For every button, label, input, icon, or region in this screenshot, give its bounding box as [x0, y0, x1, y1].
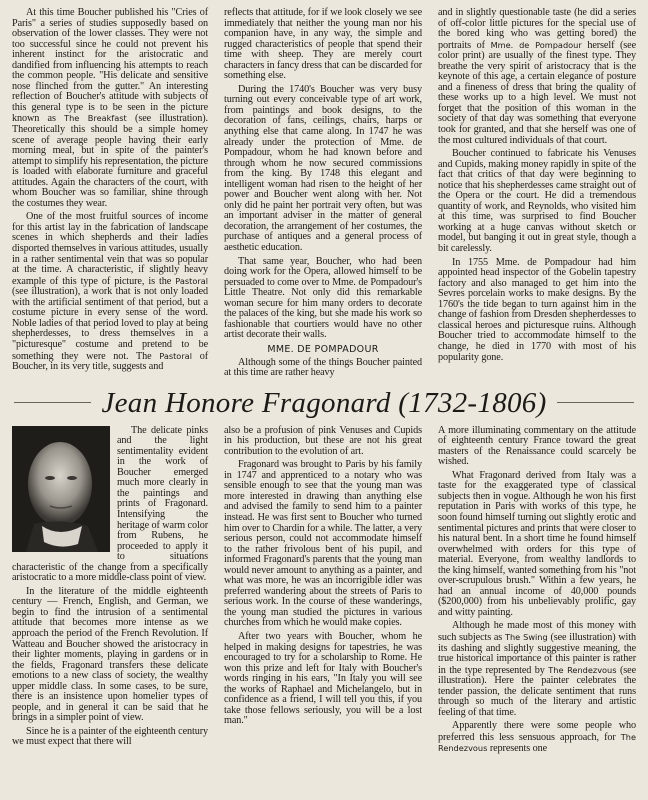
text: (see illustration). Here the painter celebrates the tender passion, the delicate sentiment that runs through so much of the literary and artistic feeling of that time.: [438, 664, 636, 718]
paragraph: In 1755 Mme. de Pompadour had him appointed head inspector of the Gobelin tapestry factory and also managed to get him into the Sevres porcelain works to make designs. By the 1760's the tide began to turn against him in the change of fashion from Dresden shepherdesses to classical heroes and picturesque ruins. Although Boucher tried to accommodate himself to the change, he died in 1770 with most of his popularity gone.: [438, 256, 636, 363]
paragraph: After two years with Boucher, whom he helped in making designs for tapestries, he was encouraged to try for a scholarship to Rome. He won this prize and left for Italy with Boucher's words ringing in his ears, "In Italy you will see the works of Raphael and Michelangelo, but in confidence as a friend, I will tell you this, if you take those fellows seriously, you will be a lost man.": [224, 630, 422, 727]
paragraph: also be a profusion of pink Venuses and Cupids in his production, but these are not his great contribution to the evolution of art.: [224, 424, 422, 457]
top-article-section: [0, 0, 648, 382]
text: of Boucher, in its very title, suggests and: [12, 350, 208, 373]
paragraph: [438, 621, 636, 718]
paragraph: That same year, Boucher, who had been doing work for the Opera, allowed himself to be persuaded to come over to Mme. de Pompadour's Little Theatre. Not only did this remarkable woman secure for him many orders to decorate the palaces of the king, but she made his work so fashionable that courtiers would have no other artist decorate their walls.: [224, 255, 422, 341]
artwork-title: The Rendezvous: [548, 664, 617, 675]
paragraph: [12, 8, 208, 209]
paragraph: The delicate pinks and the light sentimentality evident in the work of Boucher emerged much more clearly in the paintings and prints of Fragonard. Intensifying the heritage of warm color from Rubens, he proceeded to apply it to situations characteristic of the change from a specifically aristocratic to a more middle-class point of view.: [12, 424, 208, 584]
paragraph: Since he is a painter of the eighteenth century we must expect that there will: [12, 725, 208, 748]
paragraph: Although some of the things Boucher painted at this time are rather heavy: [224, 356, 422, 379]
article-column-1: [12, 8, 208, 376]
text: (see illustration) with its dashing and slightly suggestive meaning, the true historical importance of this painter is rather in the type represented by: [438, 631, 637, 676]
paragraph: During the 1740's Boucher was very busy turning out every conceivable type of art work, from paintings and book designs, to the decoration of fans, ceilings, chairs, harps or anything else that came along. In 1747 he was already under the protection of Mme. de Pompadour, whom he had known before and through whom he now secured commissions from the king. By 1748 this elegant and intelligent woman had risen to the height of her power and Boucher went along with her. Not only did he paint her portrait very often, but was an important adviser in the matter of general decoration, the arrangement of her costumes, the purchase of antiques and a general process of aesthetic education.: [224, 83, 422, 254]
divider-rule: [557, 402, 634, 403]
artwork-title: The Breakfast: [64, 113, 127, 124]
section-title: Jean Honore Fragonard (1732-1806): [101, 386, 547, 419]
text: (see illustration). Theoretically this should be a simple homey scene of average people having their early morning meal, but in spite of the painter's attempt to simplify his representation, the picture is loaded with elaborate furniture and graceful attitudes. Again the characters of the court, with whom Boucher was so familiar, shine through the costumes they wear.: [12, 113, 209, 209]
text: One of the most fruitful sources of income for this artist lay in the fabrication of landscape scenes in which shepherds and their ladies disported themselves in various attitudes, usually in a rather sentimental vein that was so popular at the time. A characteristic, if slightly heavy example of this type of picture, is the: [12, 211, 208, 287]
paragraph: In the literature of the middle eighteenth century — French, English, and German, we begin to find the intrusion of a sentimental attitude that becomes more intense as we approach the period of the French Revolution. If Watteau and Boucher showed the aristocracy in their lighter moments, playing in gardens or in the fields, Fragonard transfers these delicate emotions to a new class of society, the wealthy upper middle class. In some cases, to be sure, there is an insistence upon homelier types of people, and in general it can be said that he brings in a simpler point of view.: [12, 585, 208, 724]
artwork-title: The Swing: [504, 631, 548, 642]
text: represents one: [487, 743, 547, 755]
paragraph: [12, 212, 208, 372]
artwork-title: Mme. de Pompadour: [490, 39, 582, 50]
paragraph: Boucher continued to fabricate his Venuses and Cupids, making money rapidly in spite of the fact that critics of that day were beginning to notice that his shepherdesses came straight out of the Opera or the court. He did a tremendous quantity of work, and Reynolds, who visited him at this time, was surprised to find Boucher working at a huge canvas without sketch or model, but banging it out in great style, though a bit carelessly.: [438, 148, 636, 255]
article-column-5: [224, 426, 422, 730]
artwork-title: The Rendezvous: [438, 731, 636, 754]
text: Apparently there were some people who preferred this less sensuous approach, for: [438, 720, 636, 743]
text: At this time Boucher published his "Cries of Paris" a series of studies supposedly based on observation of the lower classes. They were not too successful since he could not prevent his inherent instinct for the aristocratic and dandified from influencing his attempts to reach the common people. "His delicate and sensitive nose flinched from the gutter." An interesting reflection of Boucher's attitude with subjects of this general type is to be seen in the picture known as: [12, 7, 208, 125]
bottom-article-section: [0, 426, 648, 758]
subheading: MME. DE POMPADOUR: [267, 343, 379, 355]
portrait-illustration: [12, 426, 110, 552]
text: herself (see color print) are usually of the finest type. They breathe the very spirit of aristocracy that is the keynote of this age, a certain elegance of posture and a fineness of dress that bring the quality of these works up to a high level. We must not forget that the position of this woman in the society of that day was something that everyone took for granted, and that she herself was one of the most cultured individuals of that court.: [438, 39, 637, 146]
portrait-image: [12, 426, 113, 554]
paragraph: What Fragonard derived from Italy was a taste for the exaggerated type of classical subjects then in vogue. Although he won his first reputation in Paris with works of this type, he soon found himself turning out slightly erotic and sentimental pictures and prints that were closer to his natural bent. In a short time he found himself overwhelmed with orders for this type of material. Everyone, from wealthy landlords to the king himself, wanted something from his "not over-scrupulous brush." Within a few years, he had an annual income of 40,000 pounds ($200,000) from his unbelievably prolific, gay and witty painting.: [438, 469, 636, 618]
article-column-4: [12, 426, 208, 751]
section-title-bar: [0, 382, 648, 426]
paragraph: [438, 721, 636, 755]
paragraph: A more illuminating commentary on the attitude of eighteenth century France toward the great masters of the Renaissance could scarcely be wished.: [438, 424, 636, 468]
article-column-3: [438, 8, 636, 366]
text: (see illustration), a work that is not only loaded with the artificial sentiment of that period, but a costume picture in every sense of the word. Noble ladies of that period loved to play at being shepherdesses, to dress themselves in a "picturesque" costume and pretend to be something they were not. The: [12, 286, 208, 362]
paragraph: Fragonard was brought to Paris by his family in 1747 and apprenticed to a notary who was sensible enough to see that the young man was more interested in drawing than anything else and advised the family to send him to a painter instead. He was first sent to Boucher who turned him over to Chardin for a while. The latter, a very serious person, could not accommodate himself to the rather frivolous bent of his pupil, and informed Fragonard's parents that the young man would never amount to anything as a painter, and what was more, he was an incorrigible idler was preferred wandering about the streets of Paris to serious work. In the course of these wanderings, the young man studied the pictures in various churches from which he would make copies.: [224, 459, 422, 629]
text: and in slightly questionable taste (he did a series of off-color little pictures for the special use of the bored king who was getting bored) the portraits of: [438, 7, 636, 51]
paragraph: [438, 8, 636, 146]
text: Although he made most of this money with such subjects as: [438, 620, 636, 643]
paragraph: reflects that attitude, for if we look closely we see immediately that neither the young man nor his companion have, in any way, the simple and rugged characteristics of people that spend their time with sheep. They are merely court characters in fancy dress that can be discarded for something else.: [224, 7, 422, 82]
article-column-2: [224, 8, 422, 382]
article-column-6: [438, 426, 636, 758]
artwork-title: Pastoral: [175, 275, 208, 286]
divider-rule: [14, 402, 91, 403]
artwork-title: Pastoral: [159, 350, 192, 361]
